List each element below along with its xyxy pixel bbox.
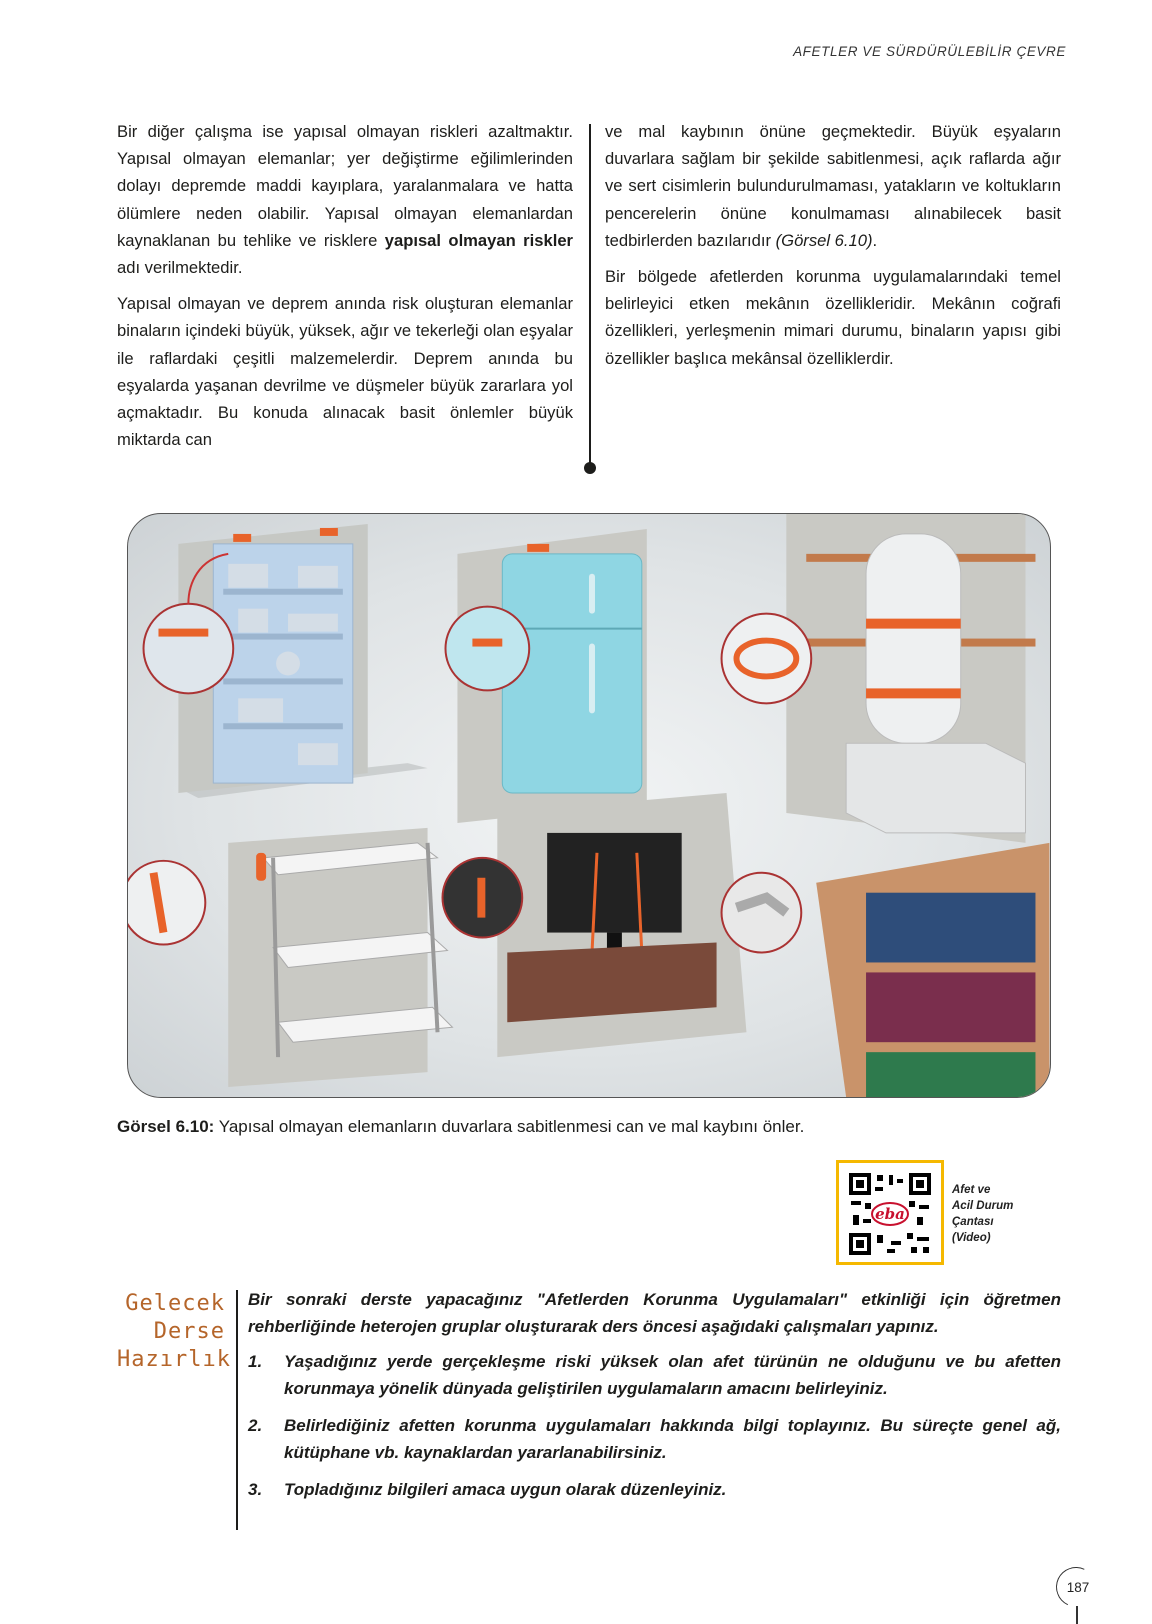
text-span: Bir diğer çalışma ise yapısal olmayan riskleri azaltmaktır. Yapısal olmayan elemanlar; yer değiştirme eğilimlerinden dolayı depremde maddi kayıplara, yaralanmalara ve hatta ölümlere neden olabilir. Yapısal olmayan elemanlardan kaynaklanan bu tehlike ve risklere bbox=[117, 122, 573, 250]
list-item bbox=[248, 1476, 1061, 1503]
running-header: AFETLER VE SÜRDÜRÜLEBİLİR ÇEVRE bbox=[793, 44, 1066, 59]
preparation-divider bbox=[236, 1290, 238, 1530]
list-item-text: Belirlediğiniz afetten korunma uygulamaları hakkında bilgi toplayınız. Bu süreçte genel ağ, kütüphane vb. kaynaklardan yararlanabilirsiniz. bbox=[284, 1416, 1061, 1462]
list-item bbox=[248, 1348, 1061, 1402]
text-span: . bbox=[872, 230, 878, 250]
qr-label-line: Afet ve bbox=[952, 1184, 991, 1196]
right-paragraph-1 bbox=[605, 118, 1061, 254]
figure-caption bbox=[117, 1117, 804, 1137]
illustration-svg bbox=[128, 514, 1050, 1097]
furniture-anchoring-illustration bbox=[127, 513, 1051, 1098]
column-divider bbox=[589, 124, 591, 468]
text-span: ve mal kaybının önüne geçmektedir. Büyük eşyaların duvarlara sağlam bir şekilde sabitlenmesi, açık raflarda ağır ve sert cisimlerin bulundurulmaması, yatakların ve koltukların pencerelerin önüne konulmaması alınabilecek basit tedbirlerden bazılarıdır bbox=[605, 122, 1061, 250]
key-term: yapısal olmayan riskler bbox=[384, 230, 574, 250]
right-column bbox=[605, 118, 1061, 381]
figure-reference: (Görsel 6.10) bbox=[775, 230, 873, 250]
caption-text: Yapısal olmayan elemanların duvarlara sabitlenmesi can ve mal kaybını önler. bbox=[214, 1117, 805, 1136]
left-paragraph-1 bbox=[117, 118, 573, 281]
caption-label: Görsel 6.10: bbox=[117, 1117, 215, 1136]
list-item-number: 2. bbox=[248, 1416, 263, 1435]
list-item bbox=[248, 1412, 1061, 1466]
preparation-list bbox=[248, 1348, 1061, 1503]
qr-code-icon bbox=[847, 1171, 933, 1257]
qr-label-line: Çantası bbox=[952, 1216, 994, 1228]
list-item-number: 1. bbox=[248, 1352, 263, 1371]
eba-logo-text: eba bbox=[875, 1205, 905, 1223]
qr-label[interactable] bbox=[952, 1182, 1013, 1246]
preparation-title-line: Hazırlık bbox=[117, 1347, 231, 1372]
page-number: 187 bbox=[1066, 1580, 1090, 1595]
list-item-text: Yaşadığınız yerde gerçekleşme riski yüksek olan afet türünün ne olduğunu ve bu afetten korunmaya yönelik dünyada geliştirilen uygulamaların amacını belirleyiniz. bbox=[284, 1352, 1061, 1398]
qr-code-frame[interactable] bbox=[836, 1160, 944, 1265]
preparation-body bbox=[248, 1286, 1061, 1513]
text-span: adı verilmektedir. bbox=[117, 258, 243, 278]
list-item-number: 3. bbox=[248, 1480, 263, 1499]
preparation-title-line: Derse bbox=[153, 1319, 225, 1344]
left-column bbox=[117, 118, 573, 462]
column-divider-dot bbox=[584, 462, 596, 474]
right-paragraph-2: Bir bölgede afetlerden korunma uygulamalarındaki temel belirleyici etken mekânın özellikleridir. Mekânın coğrafi özellikleri, yerleşmenin mimari durumu, binaların yapısı gibi özellikler başlıca mekânsal özelliklerdir. bbox=[605, 267, 1061, 368]
preparation-title-line: Gelecek bbox=[125, 1291, 225, 1316]
page-number-tail bbox=[1076, 1606, 1078, 1624]
preparation-title bbox=[117, 1290, 231, 1374]
qr-label-line: Acil Durum bbox=[952, 1200, 1014, 1212]
preparation-intro: Bir sonraki derste yapacağınız "Afetlerden Korunma Uygulamaları" etkinliği için öğretmen rehberliğinde heterojen gruplar oluşturarak ders öncesi aşağıdaki çalışmaları yapınız. bbox=[248, 1290, 1061, 1336]
qr-label-line: (Video) bbox=[952, 1232, 991, 1244]
list-item-text: Topladığınız bilgileri amaca uygun olarak düzenleyiniz. bbox=[284, 1480, 727, 1499]
left-paragraph-2: Yapısal olmayan ve deprem anında risk oluşturan elemanlar binaların içindeki büyük, yüksek, ağır ve tekerleği olan eşyalar ile raflardaki çeşitli malzemelerdir. Deprem anında bu eşyalarda yaşanan devrilme ve düşmeler büyük zararlara yol açmaktadır. Bu konuda alınacak basit önlemler büyük miktarda can bbox=[117, 294, 573, 450]
